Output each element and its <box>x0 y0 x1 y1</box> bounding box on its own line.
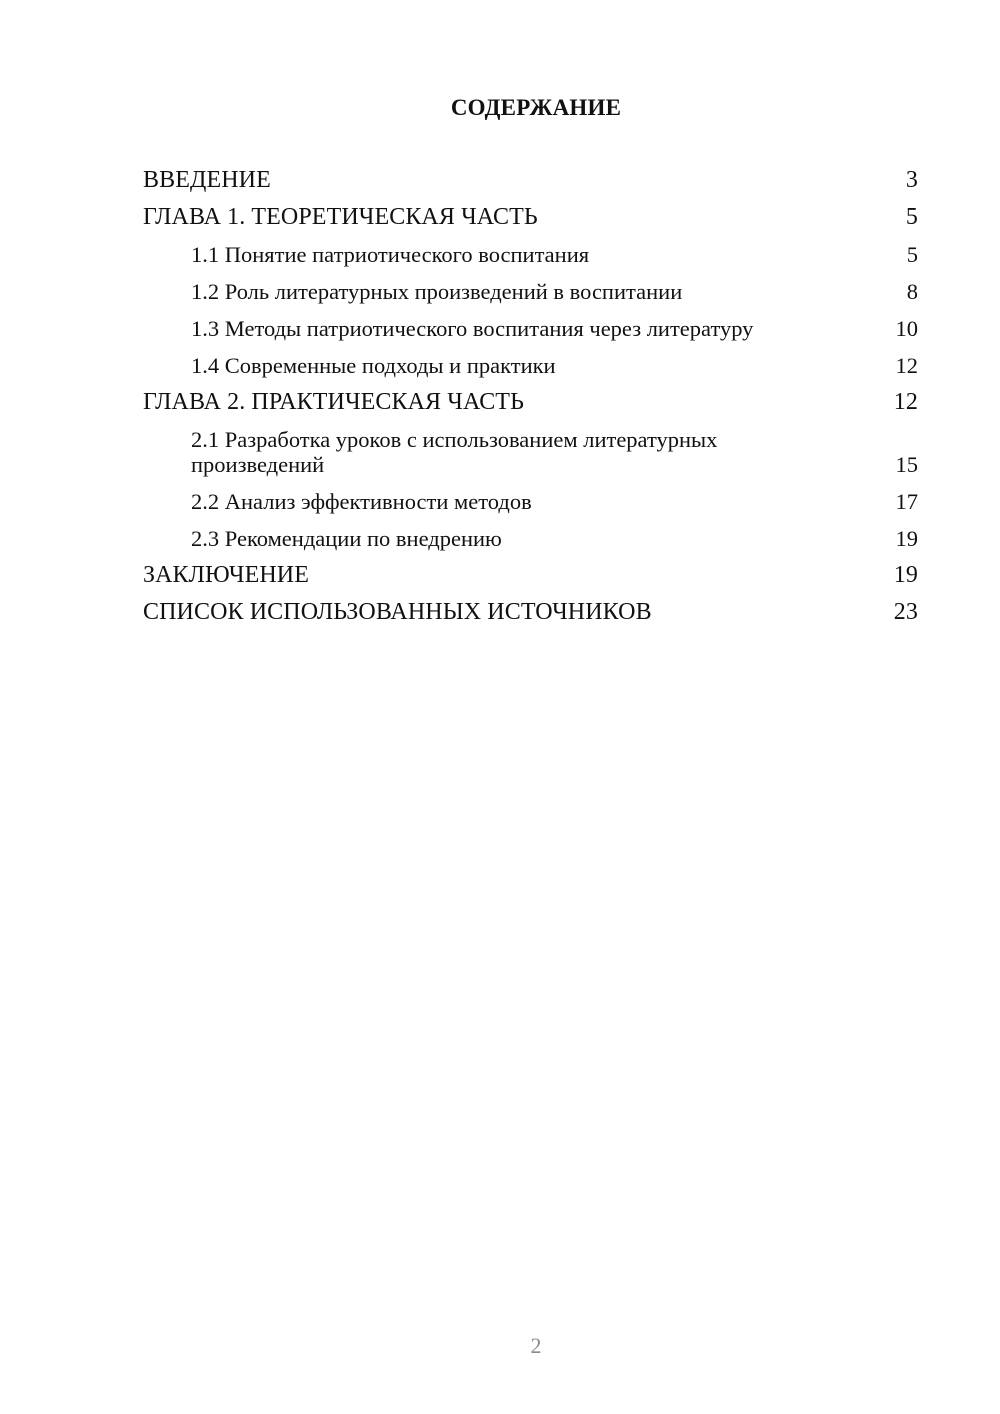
toc-entry-label: ЗАКЛЮЧЕНИЕ <box>143 562 309 588</box>
toc-entry-page: 8 <box>906 279 918 304</box>
toc-title: СОДЕРЖАНИЕ <box>450 95 622 120</box>
toc-entry-references <box>143 600 918 625</box>
toc-entry-label: СПИСОК ИСПОЛЬЗОВАННЫХ ИСТОЧНИКОВ <box>143 599 652 625</box>
toc-entry-page: 5 <box>906 242 918 267</box>
toc-entry-chapter-2 <box>143 390 918 415</box>
toc-entry-page: 12 <box>893 389 918 415</box>
toc-entry-page: 3 <box>905 167 918 193</box>
toc-entry-label: 1.2 Роль литературных произведений в воспитании <box>191 279 683 304</box>
toc-entry-introduction <box>143 168 918 193</box>
table-of-contents <box>143 168 918 637</box>
toc-entry-label: ГЛАВА 2. ПРАКТИЧЕСКАЯ ЧАСТЬ <box>143 389 524 415</box>
toc-entry-page: 15 <box>895 452 918 477</box>
toc-entry-label: 1.4 Современные подходы и практики <box>191 353 556 378</box>
toc-entry-label: 1.1 Понятие патриотического воспитания <box>191 242 590 267</box>
toc-entry-page: 17 <box>895 489 918 514</box>
toc-entry-section-1-1 <box>143 242 918 267</box>
toc-entry-label: 2.3 Рекомендации по внедрению <box>191 526 502 551</box>
toc-entry-page: 23 <box>893 599 918 625</box>
toc-entry-label: ВВЕДЕНИЕ <box>143 167 271 193</box>
toc-entry-page: 12 <box>895 353 918 378</box>
toc-entry-section-1-2 <box>143 279 918 304</box>
toc-entry-page: 10 <box>895 316 918 341</box>
toc-entry-section-2-2 <box>143 489 918 514</box>
toc-entry-label: 1.3 Методы патриотического воспитания через литературу <box>191 316 754 341</box>
toc-entry-page: 19 <box>895 526 918 551</box>
page-number: 2 <box>530 1333 542 1358</box>
toc-entry-section-2-1 <box>143 427 918 477</box>
toc-entry-section-1-4 <box>143 353 918 378</box>
toc-entry-label: ГЛАВА 1. ТЕОРЕТИЧЕСКАЯ ЧАСТЬ <box>143 204 538 230</box>
toc-entry-chapter-1 <box>143 205 918 230</box>
toc-entry-label: 2.2 Анализ эффективности методов <box>191 489 532 514</box>
toc-entry-conclusion <box>143 563 918 588</box>
toc-entry-section-1-3 <box>143 316 918 341</box>
toc-entry-label: 2.1 Разработка уроков с использованием литературных произведений <box>191 427 718 477</box>
toc-entry-page: 5 <box>905 204 918 230</box>
toc-entry-section-2-3 <box>143 526 918 551</box>
toc-entry-page: 19 <box>893 562 918 588</box>
